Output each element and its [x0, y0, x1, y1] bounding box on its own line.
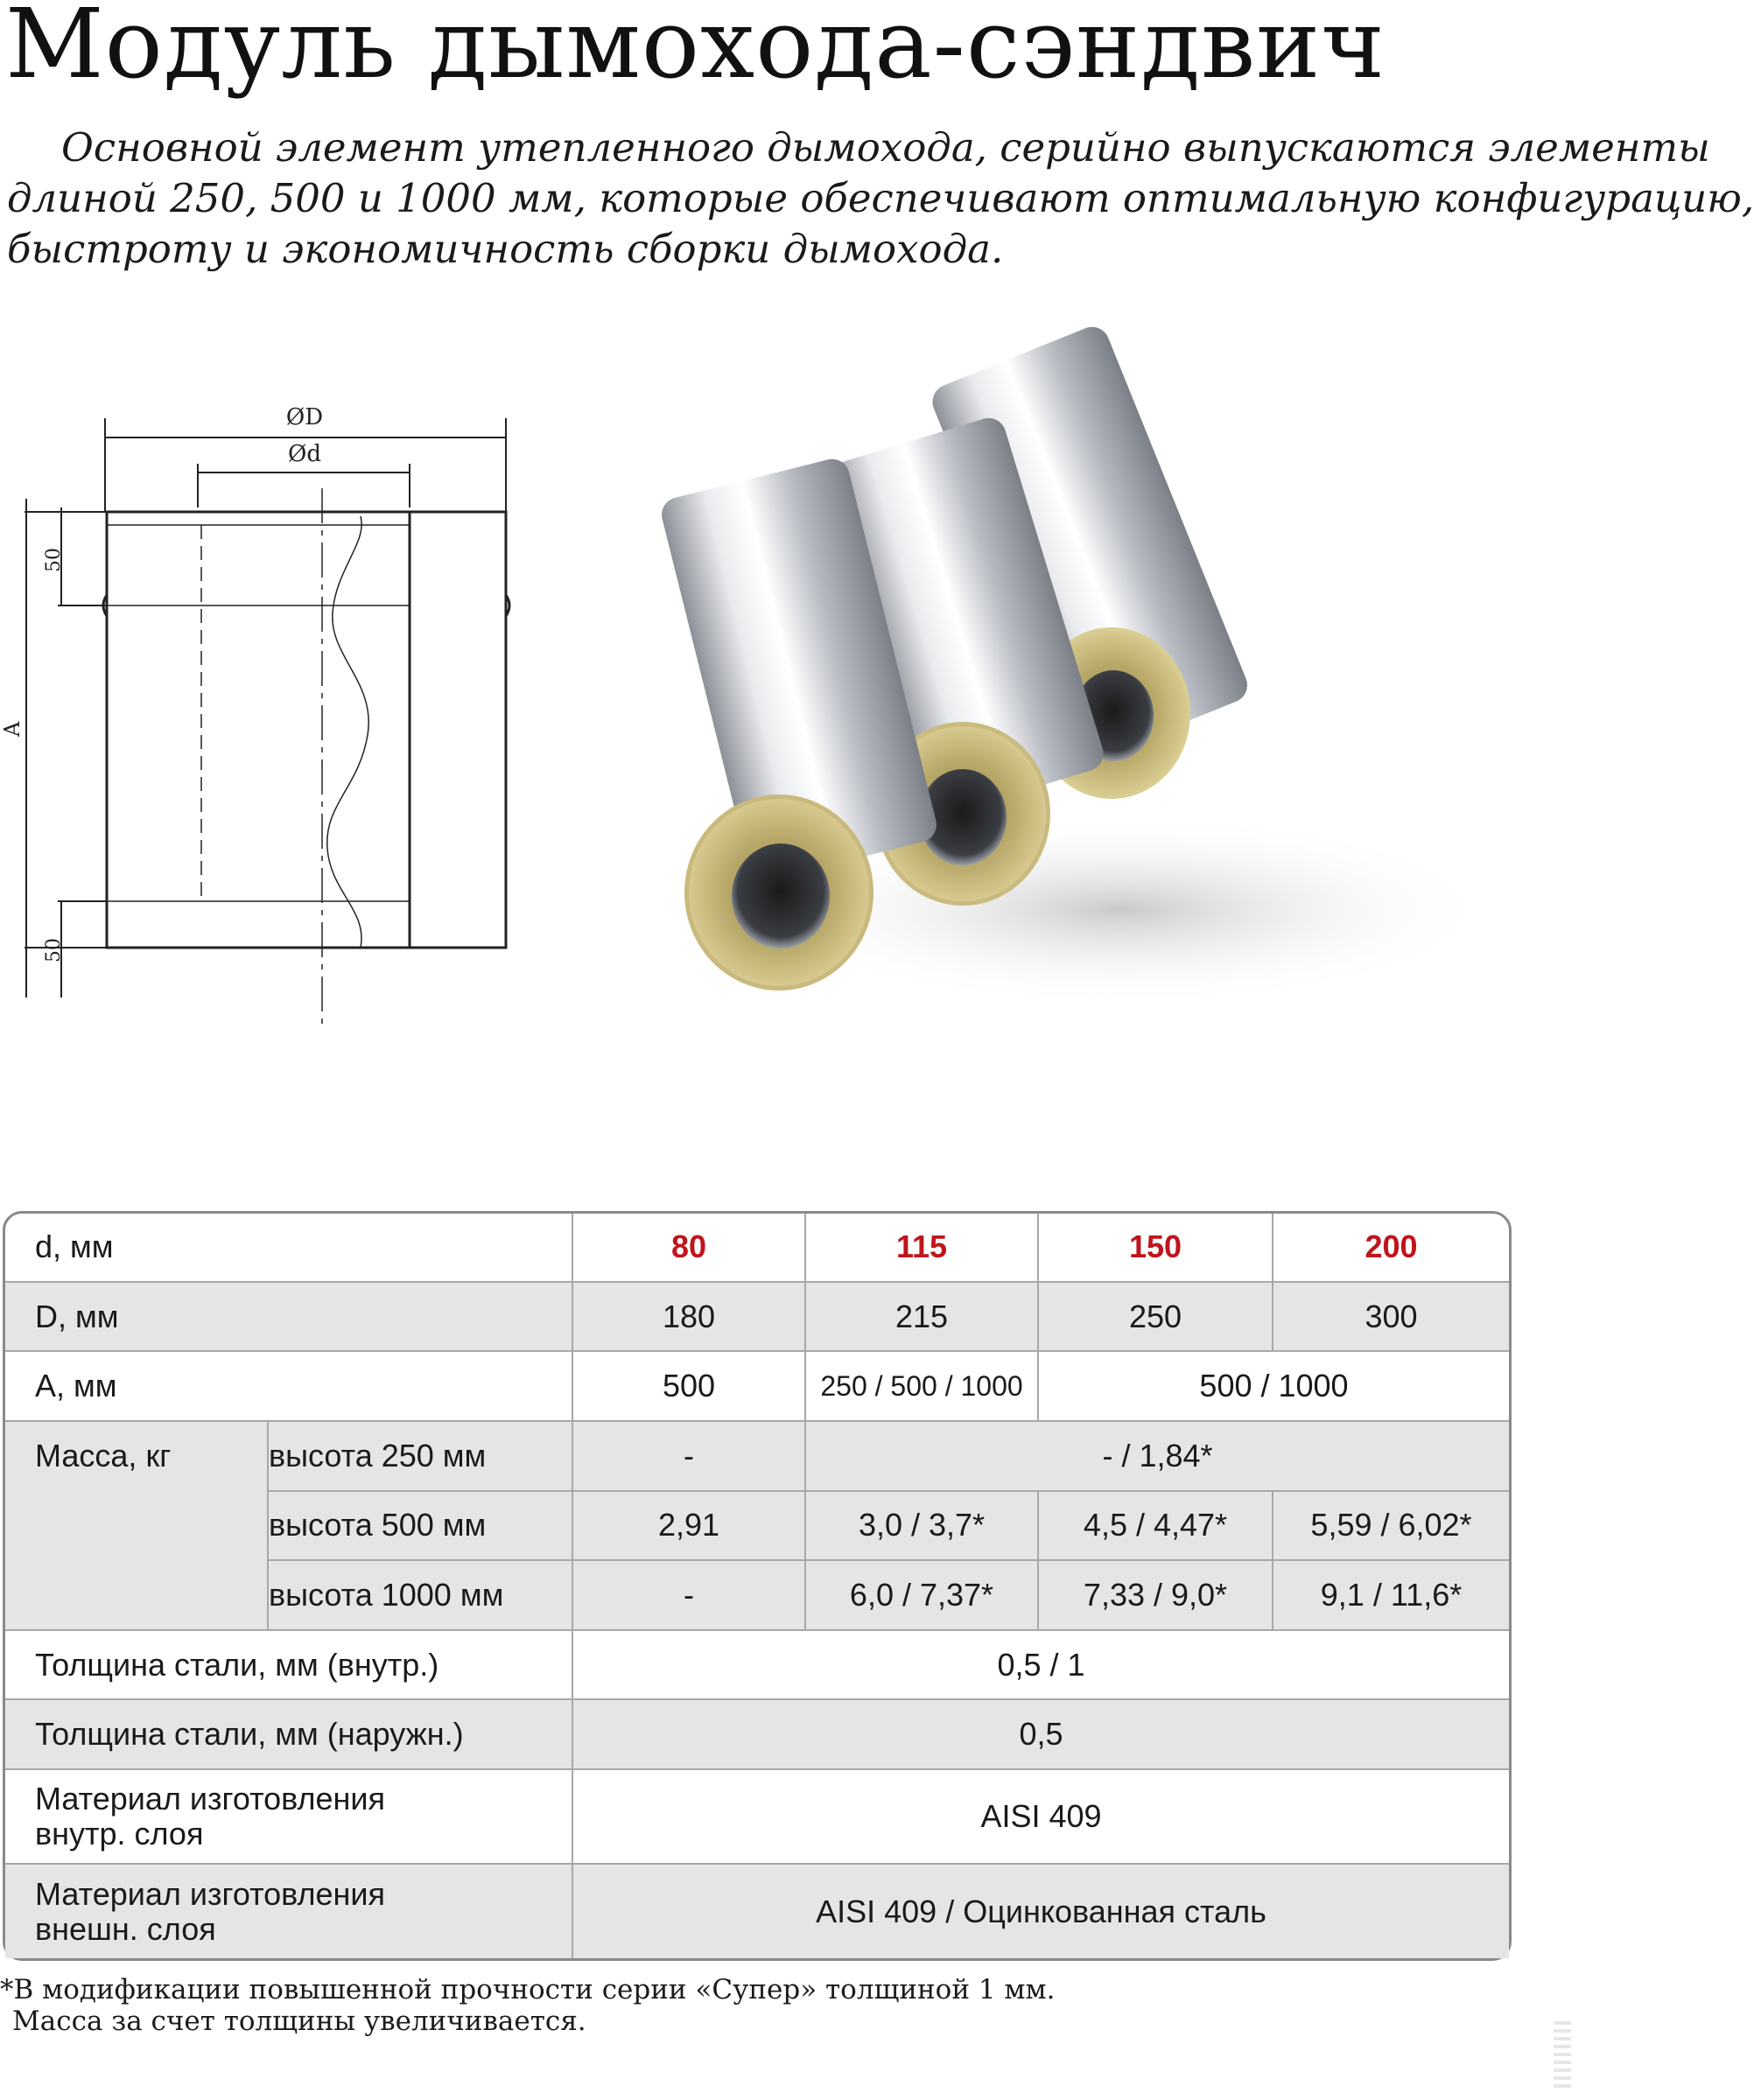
row-label: Толщина стали, мм (наружн.) — [5, 1699, 572, 1769]
row-inner-diameter — [5, 1214, 1509, 1282]
empty-cell — [5, 1491, 268, 1561]
table-cell: AISI 409 / Оцинкованная сталь — [572, 1864, 1509, 1958]
row-mass-500 — [5, 1491, 1509, 1561]
row-steel-outer — [5, 1699, 1509, 1769]
table-cell: AISI 409 — [572, 1769, 1509, 1864]
table-cell: 250 / 500 / 1000 — [805, 1351, 1038, 1421]
table-cell: 0,5 / 1 — [572, 1630, 1509, 1700]
footnote-line: Масса за счет толщины увеличивается. — [12, 2006, 586, 2037]
technical-drawing — [0, 385, 543, 1050]
table-cell: 300 — [1273, 1282, 1509, 1352]
diameter-200: 200 — [1273, 1214, 1509, 1282]
row-label: d, мм — [5, 1214, 572, 1282]
table-cell: 6,0 / 7,37* — [805, 1560, 1038, 1630]
row-label-line: Материал изготовления — [35, 1781, 385, 1816]
table-cell: 500 / 1000 — [1038, 1351, 1509, 1421]
intro-line: Основной элемент утепленного дымохода, серийно выпускаются элементы — [61, 124, 1710, 171]
page-title: Модуль дымохода-сэндвич — [5, 0, 1386, 100]
row-mass-250 — [5, 1421, 1509, 1491]
row-label-line: внутр. слоя — [35, 1816, 204, 1852]
bottom-sleeve-label: 50 — [43, 938, 65, 962]
footnote — [0, 1974, 1138, 2037]
watermark — [1554, 2021, 1571, 2091]
row-material-outer — [5, 1864, 1509, 1958]
table-cell: 500 — [572, 1351, 805, 1421]
table-cell: 0,5 — [572, 1699, 1509, 1769]
inner-diameter-label: Ød — [288, 441, 321, 467]
row-mass-1000 — [5, 1560, 1509, 1630]
outer-diameter-label: ØD — [285, 404, 324, 430]
length-label: A — [0, 721, 25, 737]
intro-line: длиной 250, 500 и 1000 мм, которые обеспечивают оптимальную конфигурацию, — [7, 175, 1754, 221]
diameter-80: 80 — [572, 1214, 805, 1282]
table-cell: 2,91 — [572, 1491, 805, 1561]
table-cell: 3,0 / 3,7* — [805, 1491, 1038, 1561]
table-cell: 180 — [572, 1282, 805, 1352]
row-outer-diameter — [5, 1282, 1509, 1352]
table-cell: - — [572, 1560, 805, 1630]
table-cell: - — [572, 1421, 805, 1491]
table-cell: 215 — [805, 1282, 1038, 1352]
footnote-line: *В модификации повышенной прочности серии «Супер» толщиной 1 мм. — [0, 1974, 1056, 2006]
row-label — [5, 1769, 572, 1864]
sub-label: высота 500 мм — [268, 1491, 572, 1561]
specs-table — [3, 1211, 1512, 1961]
row-label: D, мм — [5, 1282, 572, 1352]
diameter-115: 115 — [805, 1214, 1038, 1282]
row-material-inner — [5, 1769, 1509, 1864]
table-cell: 5,59 / 6,02* — [1273, 1491, 1509, 1561]
top-sleeve-label: 50 — [43, 548, 65, 572]
row-label-line: внешн. слоя — [35, 1910, 216, 1947]
row-label: Толщина стали, мм (внутр.) — [5, 1630, 572, 1700]
row-label: Масса, кг — [5, 1421, 268, 1491]
pipes-photo — [665, 368, 1505, 1068]
table-cell: 250 — [1038, 1282, 1273, 1352]
diameter-150: 150 — [1038, 1214, 1273, 1282]
table-cell: 7,33 / 9,0* — [1038, 1560, 1273, 1630]
table-cell: 9,1 / 11,6* — [1273, 1560, 1509, 1630]
intro-paragraph — [7, 122, 1754, 275]
row-label-line: Материал изготовления — [35, 1875, 385, 1912]
row-label — [5, 1864, 572, 1958]
row-label: А, мм — [5, 1351, 572, 1421]
sub-label: высота 250 мм — [268, 1421, 572, 1491]
row-steel-inner — [5, 1630, 1509, 1700]
sub-label: высота 1000 мм — [268, 1560, 572, 1630]
table-cell: - / 1,84* — [805, 1421, 1509, 1491]
table-cell: 4,5 / 4,47* — [1038, 1491, 1273, 1561]
empty-cell — [5, 1560, 268, 1630]
intro-line: быстроту и экономичность сборки дымохода. — [7, 226, 1004, 272]
row-length — [5, 1351, 1509, 1421]
